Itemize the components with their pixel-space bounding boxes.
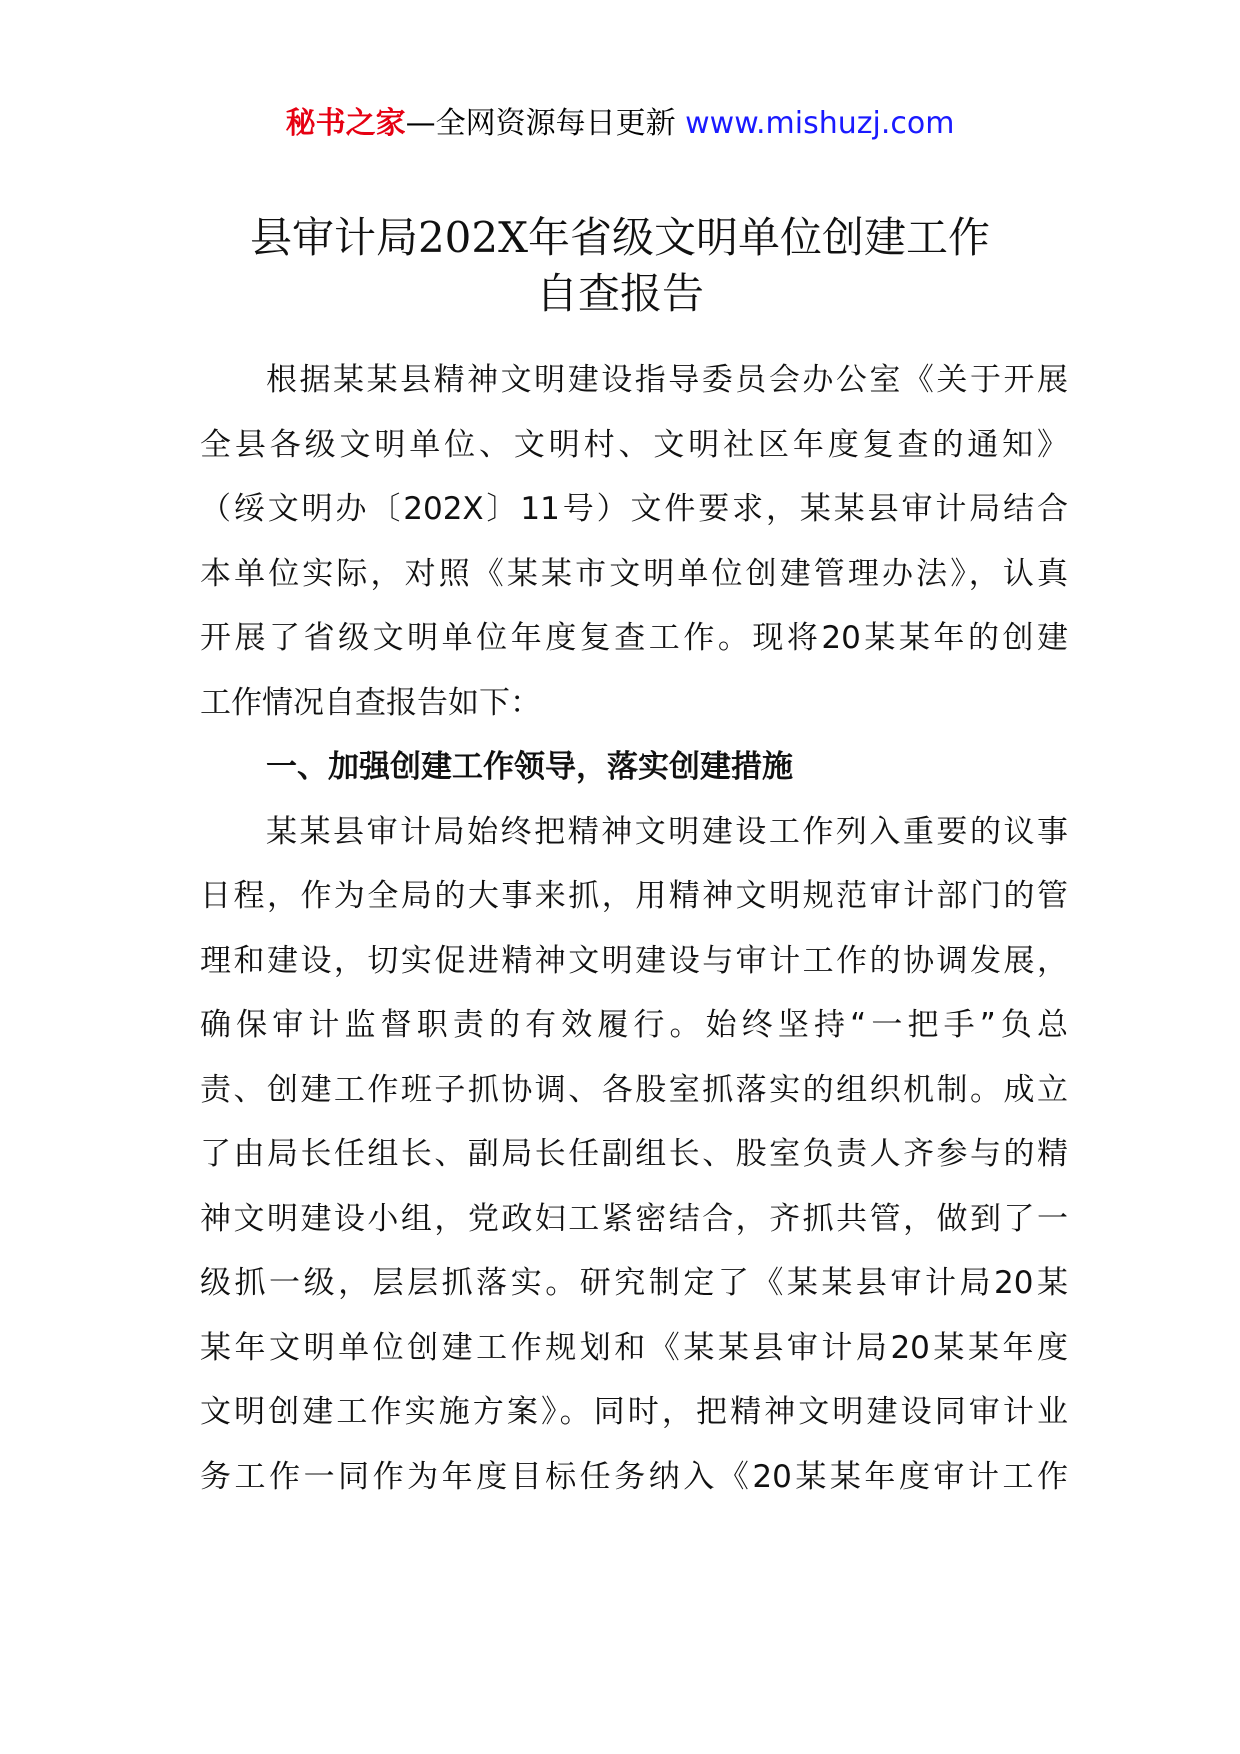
text-line: 务工作一同作为年度目标任务纳入《20某某年度审计工作 [200, 1458, 1068, 1495]
text-line: 某年文明单位创建工作规划和《某某县审计局20某某年度 [200, 1329, 1068, 1366]
text-line: 理和建设，切实促进精神文明建设与审计工作的协调发展， [200, 942, 1068, 979]
site-header [0, 100, 1240, 148]
document-title-line-2: 自查报告 [535, 269, 704, 318]
document-body [200, 348, 1068, 1509]
site-tagline: —全网资源每日更新 [405, 106, 676, 141]
document-title [0, 210, 1240, 322]
text-line: 根据某某县精神文明建设指导委员会办公室《关于开展 [266, 362, 1068, 398]
paragraph-leadership [200, 800, 1068, 1510]
site-url-link[interactable]: www.mishuzj.com [685, 106, 955, 141]
text-line: 文明创建工作实施方案》。同时，把精神文明建设同审计业 [200, 1394, 1068, 1430]
text-line: 责、创建工作班子抓协调、各股室抓落实的组织机制。成立 [200, 1071, 1068, 1108]
text-line: 确保审计监督职责的有效履行。始终坚持“一把手”负总 [200, 1007, 1068, 1043]
text-line: 工作情况自查报告如下： [200, 684, 541, 721]
text-line: 神文明建设小组，党政妇工紧密结合，齐抓共管，做到了一 [200, 1200, 1068, 1237]
section-heading: 一、加强创建工作领导，落实创建措施 [266, 749, 793, 785]
text-line: 本单位实际，对照《某某市文明单位创建管理办法》，认真 [200, 555, 1068, 592]
paragraph-intro [200, 348, 1068, 735]
document-title-line-1: 县审计局202X年省级文明单位创建工作 [249, 213, 991, 262]
text-line: 开展了省级文明单位年度复查工作。现将20某某年的创建 [200, 620, 1068, 656]
text-line: 全县各级文明单位、文明村、文明社区年度复查的通知》 [200, 426, 1068, 463]
text-line: 某某县审计局始终把精神文明建设工作列入重要的议事 [266, 813, 1068, 850]
text-line: （绥文明办〔202X〕11号）文件要求，某某县审计局结合 [200, 491, 1068, 527]
text-line: 级抓一级，层层抓落实。研究制定了《某某县审计局20某 [200, 1265, 1068, 1301]
text-line: 了由局长任组长、副局长任副组长、股室负责人齐参与的精 [200, 1136, 1068, 1172]
text-line: 日程，作为全局的大事来抓，用精神文明规范审计部门的管 [200, 878, 1068, 914]
site-brand: 秘书之家 [285, 106, 406, 141]
